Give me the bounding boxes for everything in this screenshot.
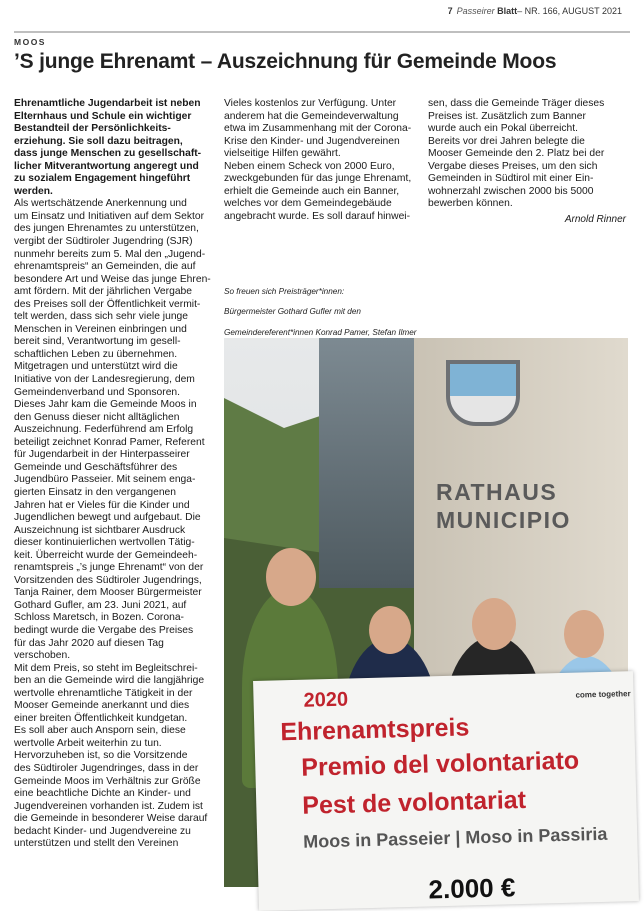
lead-line: werden. <box>14 185 53 197</box>
lead-line: zu sozialem Engagement hingeführt <box>14 173 191 185</box>
text-line: bedingt wurde die Vergabe des Preises <box>14 624 194 636</box>
text-line: wertvolle ehrenamtliche Tätigkeit in der <box>14 687 193 699</box>
banner-tag: come together <box>575 689 631 700</box>
author-name: Arnold Rinner <box>564 213 626 225</box>
text-line: des Südtiroler Jugendringes, dass in der <box>14 762 199 774</box>
page-number: 7 <box>447 6 453 16</box>
column-2 <box>224 98 420 223</box>
text-line: renamtspreis „’s junge Ehrenamt“ von der <box>14 562 204 574</box>
text-line: Gothard Gufler, am 23. Juni 2021, auf <box>14 599 187 611</box>
text-line: für Jugendarbeit in der Hinterpasseirer <box>14 449 190 461</box>
text-line: Es soll aber auch Ansporn sein, diese <box>14 725 186 737</box>
magazine-name: Passeirer <box>456 6 495 16</box>
text-line: keit. Überreicht wurde der Gemeindeeh- <box>14 549 198 561</box>
text-line: besondere Art und Weise das junge Ehren- <box>14 273 211 285</box>
text-line: Mooser Gemeinde anerkannt und dies <box>14 700 190 712</box>
text-line: Preises ist. Zusätzlich zum Banner <box>428 110 586 122</box>
text-line: Jahren hat er Vieles für die Kinder und <box>14 499 190 511</box>
issue-info: – NR. 166, AUGUST 2021 <box>517 6 622 16</box>
text-line: verschoben. <box>14 650 71 662</box>
lead-line: licher Mitverantwortung angeregt und <box>14 160 199 172</box>
text-line: Tanja Rainer, dem Mooser Bürgermeister <box>14 587 202 599</box>
text-line: Auszeichnung. Federführend am Erfolg <box>14 424 194 436</box>
article-title: ’S junge Ehrenamt – Auszeichnung für Gemeinde Moos <box>14 50 557 73</box>
text-line: wertvolle Arbeit weiterhin zu tun. <box>14 737 162 749</box>
text-line: Mit dem Preis, so steht im Begleitschrei- <box>14 662 198 674</box>
text-line: Hervorzuheben ist, so die Vorsitzende <box>14 750 188 762</box>
text-line: Mooser Gemeinde den 2. Platz bei der <box>428 148 605 160</box>
text-line: einer breiten Öffentlichkeit kundgetan. <box>14 712 188 724</box>
text-line: des Preises soll der Öffentlichkeit vermit- <box>14 298 201 310</box>
text-line: Gemeinde Moos im Verhältnis zur Größe <box>14 775 201 787</box>
text-line: Auszeichnung ist sichtbarer Ausdruck <box>14 524 186 536</box>
lead-line: Ehrenamtliche Jugendarbeit ist neben <box>14 98 201 109</box>
text-line: bedacht Kinder- und Jugendvereine zu <box>14 825 191 837</box>
text-line: angebracht wurde. Es soll darauf hinwei- <box>224 210 411 222</box>
banner-line-2: Premio del volontariato <box>300 746 580 782</box>
text-line: wurde auch ein Pokal überreicht. <box>428 123 578 135</box>
person-3-face <box>472 598 516 650</box>
lead-line: Bestandteil der Persönlichkeits- <box>14 123 171 135</box>
text-line: dieser kontinuierlichen wertvollen Tätig- <box>14 537 195 549</box>
municipal-crest-icon <box>446 360 520 426</box>
text-line: Gemeinde und Geschäftsführer des <box>14 461 178 473</box>
text-line: Als wertschätzende Anerkennung und <box>14 198 187 210</box>
banner-place: Moos in Passeier | Moso in Passiria <box>303 823 608 852</box>
person-1-face <box>266 548 316 606</box>
text-line: zweckgebunden für das junge Ehrenamt, <box>224 173 412 185</box>
text-line: um Einsatz und Initiativen auf dem Sektor <box>14 210 205 222</box>
caption-line: Gemeindereferent*innen Konrad Pamer, Stefan Ilmer <box>224 327 417 337</box>
text-line: beteiligt zeichnet Konrad Pamer, Referent <box>14 436 205 448</box>
text-line: Initiative von der Landesregierung, dem <box>14 374 195 386</box>
text-line: welches vor dem Gemeindegebäude <box>224 198 392 210</box>
column-3-body <box>428 98 626 211</box>
magazine-name-bold: Blatt <box>497 6 518 16</box>
text-line: vergibt der Südtiroler Jugendring (SJR) <box>14 236 193 248</box>
column-1-body <box>14 198 218 850</box>
text-line: Jugendbüro Passeier. Mit seinem enga- <box>14 474 196 486</box>
text-line: telt werden, dass sich sehr viele junge <box>14 311 188 323</box>
lead-line: erziehung. Sie soll dazu beitragen, <box>14 135 183 147</box>
text-line: bereit sind, Verantwortung im gesell- <box>14 336 181 348</box>
text-line: ben an die Gemeinde wird die langjährige <box>14 675 205 687</box>
text-line: unterstützen und stellt den Vereinen <box>14 838 179 850</box>
banner-year: 2020 <box>303 688 349 712</box>
text-line: vielseitige Hilfen gewährt. <box>224 148 341 160</box>
text-line: eine beachtliche Dichte an Kinder- und <box>14 788 191 800</box>
text-line: Jugendlichen bewegt und aufgebaut. Die <box>14 512 201 524</box>
text-line: Schloss Maretsch, in Bozen. Corona- <box>14 612 184 624</box>
lead-line: Elternhaus und Schule ein wichtiger <box>14 110 192 122</box>
text-line: des jungen Ehrenamtes zu unterstützen, <box>14 223 199 235</box>
text-line: Vergabe dieses Preises, um den sich <box>428 160 598 172</box>
text-line: wohnerzahl zwischen 2000 bis 5000 <box>428 185 594 197</box>
text-line: anderem hat die Gemeindeverwaltung <box>224 110 399 122</box>
text-line: Bereits vor drei Jahren belegte die <box>428 135 585 147</box>
text-line: Krise den Kinder- und Jugendvereinen <box>224 135 400 147</box>
text-line: gierten Einsatz in den vergangenen <box>14 486 177 498</box>
column-3 <box>428 98 626 226</box>
page-header <box>0 0 644 30</box>
text-line: nunmehr bereits zum 5. Mal den „Jugend- <box>14 248 206 260</box>
text-line: Gemeinden in Südtirol mit einer Ein- <box>428 173 594 185</box>
text-line: für das Jahr 2020 auf diesen Tag <box>14 637 164 649</box>
person-2-face <box>369 606 411 654</box>
text-line: Neben einem Scheck von 2000 Euro, <box>224 160 395 172</box>
text-line: amt fördern. Mit der jährlichen Vergabe <box>14 286 192 298</box>
text-line: die Gemeinde in besonderer Weise darauf <box>14 813 208 825</box>
text-line: bewerben können. <box>428 198 513 210</box>
lead-line: dass junge Menschen zu gesellschaft- <box>14 148 202 160</box>
text-line: Mitgetragen und unterstützt wird die <box>14 361 178 373</box>
award-banner <box>253 671 639 911</box>
text-line: Menschen in Vereinen einbringen und <box>14 323 187 335</box>
text-line: schaftlichen Leben zu übernehmen. <box>14 348 178 360</box>
banner-line-3: Pest de volontariat <box>301 785 527 820</box>
text-line: Gemeindenverband und Sponsoren. <box>14 386 181 398</box>
text-line: Dieses Jahr kam die Gemeinde Moos in <box>14 399 197 411</box>
banner-line-1: Ehrenamtspreis <box>280 713 470 747</box>
header-rule <box>14 31 630 33</box>
text-line: den Genuss dieser nicht alltäglichen <box>14 411 180 423</box>
award-photo <box>224 338 631 905</box>
person-4-face <box>564 610 604 658</box>
building-text-1: RATHAUS <box>436 479 558 505</box>
text-line: ehrenamtspreis“ an Gemeinden, die auf <box>14 261 196 273</box>
section-label: MOOS <box>14 37 46 47</box>
text-line: Vorsitzenden des Südtiroler Jugendrings, <box>14 574 202 586</box>
building-window <box>319 338 419 588</box>
building-lettering <box>436 478 571 534</box>
caption-text <box>224 286 430 338</box>
text-line: erhielt die Gemeinde auch ein Banner, <box>224 185 400 197</box>
text-line: Vieles kostenlos zur Verfügung. Unter <box>224 98 397 109</box>
lead-paragraph <box>14 98 218 198</box>
banner-amount: 2.000 € <box>428 872 516 905</box>
text-line: Jugendvereinen vorhanden ist. Zudem ist <box>14 800 203 812</box>
building-text-2: MUNICIPIO <box>436 507 571 533</box>
text-line: sen, dass die Gemeinde Träger dieses <box>428 98 605 109</box>
caption-line: So freuen sich Preisträger*innen: <box>224 287 345 297</box>
text-line: etwa im Zusammenhang mit der Corona- <box>224 123 412 135</box>
column-1 <box>14 98 218 851</box>
page-info <box>448 6 622 16</box>
caption-line: Bürgermeister Gothard Gufler mit den <box>224 307 361 317</box>
